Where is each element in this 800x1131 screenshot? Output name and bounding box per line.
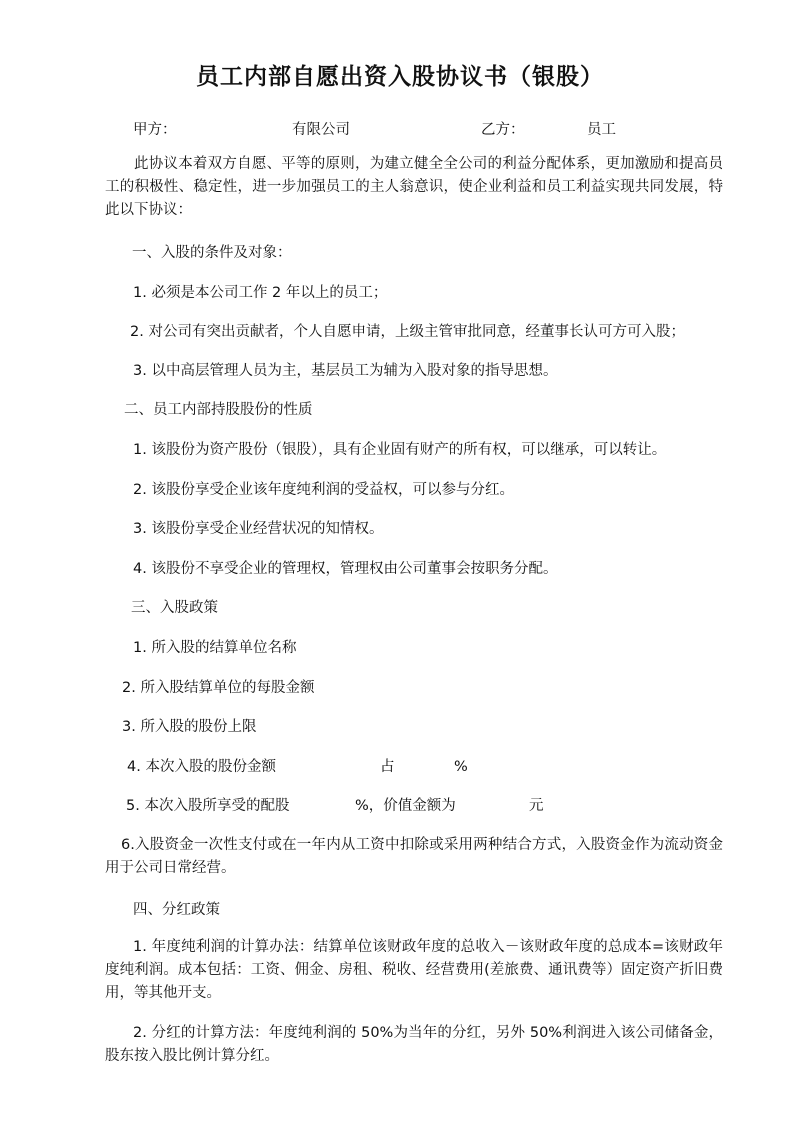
employee-suffix: 员工 [587,122,616,138]
party-a-label: 甲方： [133,122,177,138]
section1-item-2: 2. 对公司有突出贡献者，个人自愿申请，上级主管审批同意，经董事长认可方可入股； [130,324,685,340]
section1-item-3: 3. 以中高层管理人员为主，基层员工为辅为入股对象的指导思想。 [133,363,558,379]
section4-item-1: 1. 年度纯利润的计算办法：结算单位该财政年度的总收入－该财政年度的总成本=该财政年度纯利润。成本包括：工资、佣金、房租、税收、经营费用(差旅费、通讯费等）固定资产折旧费用，等其他开支。 [105,939,723,1001]
section2-heading: 二、员工内部持股股份的性质 [124,402,313,418]
section3-item-4-share: 占 [380,759,395,775]
section1-item-1: 1. 必须是本公司工作 2 年以上的员工； [133,285,388,301]
section2-item-2: 2. 该股份享受企业该年度纯利润的受益权，可以参与分红。 [133,482,514,498]
section3-item-1: 1. 所入股的结算单位名称 [133,640,297,656]
section3-item-3: 3. 所入股的股份上限 [122,719,257,735]
section1-heading: 一、入股的条件及对象： [132,245,292,261]
section2-item-3: 3. 该股份享受企业经营状况的知情权。 [133,521,384,537]
section3-item-5-unit: 元 [529,798,544,814]
section2-item-1: 1. 该股份为资产股份（银股），具有企业固有财产的所有权，可以继承，可以转让。 [133,442,667,458]
section3-item-5-value-label: %，价值金额为 [355,798,456,814]
section4-item-2: 2. 分红的计算方法：年度纯利润的 50%为当年的分红，另外 50%利润进入该公司储备金，股东按入股比例计算分红。 [105,1025,723,1064]
section3-item-4-percent: % [454,759,468,775]
section4-heading: 四、分红政策 [133,902,220,918]
section3-item-2: 2. 所入股结算单位的每股金额 [122,680,315,696]
party-b-label: 乙方： [481,122,525,138]
section3-item-5-text: 5. 本次入股所享受的配股 [126,798,290,814]
section2-item-4: 4. 该股份不享受企业的管理权，管理权由公司董事会按职务分配。 [133,561,558,577]
section3-heading: 三、入股政策 [131,600,218,616]
intro-paragraph: 此协议本着双方自愿、平等的原则，为建立健全全公司的利益分配体系，更加激励和提高员工的积极性、稳定性，进一步加强员工的主人翁意识，使企业利益和员工利益实现共同发展，特此以下协议： [105,156,723,218]
section3-item-4-text: 4. 本次入股的股份金额 [127,759,276,775]
section3-item-6: 6.入股资金一次性支付或在一年内从工资中扣除或采用两种结合方式，入股资金作为流动资金用于公司日常经营。 [105,837,723,876]
company-suffix: 有限公司 [292,122,350,138]
document-title: 员工内部自愿出资入股协议书（银股） [196,64,604,90]
